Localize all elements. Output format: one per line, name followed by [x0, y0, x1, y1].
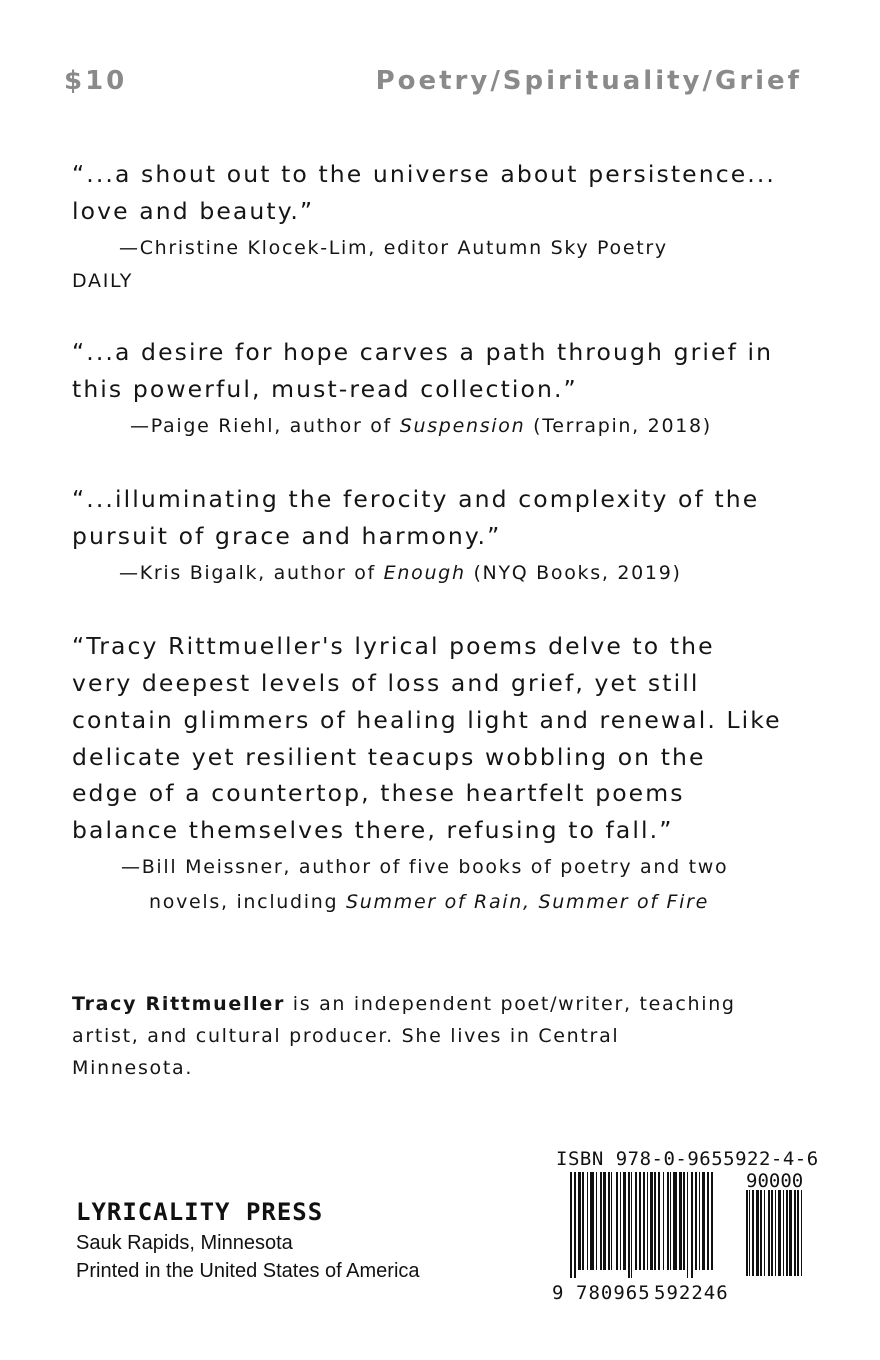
printed-in: Printed in the United States of America: [76, 1260, 420, 1282]
book-title: Summer of Rain, Summer of Fire: [346, 891, 710, 913]
blurb-4-quote-line-4: delicate yet resilient teacups wobbling on the: [72, 743, 706, 771]
publisher-location: Sauk Rapids, Minnesota: [76, 1232, 293, 1254]
blurb-2-attribution: —Paige Riehl, author of Suspension (Terrapin, 2018): [130, 415, 712, 437]
price-label: $10: [64, 66, 128, 96]
barcode-digit-lead: 9: [552, 1282, 564, 1304]
author-name: Tracy Rittmueller: [72, 993, 286, 1015]
blurb-4-attribution-line-2: novels, including Summer of Rain, Summer of Fire: [149, 891, 710, 913]
price-barcode: [746, 1190, 824, 1280]
book-title: Suspension: [399, 415, 526, 437]
blurb-4-quote-line-1: “Tracy Rittmueller's lyrical poems delve to the: [72, 632, 715, 660]
barcode-digits-right: 592246: [654, 1282, 729, 1304]
blurb-3-attribution: —Kris Bigalk, author of Enough (NYQ Books, 2019): [119, 562, 682, 584]
blurb-3-quote-line-2: pursuit of grace and harmony.”: [72, 522, 502, 550]
blurb-4-quote-line-3: contain glimmers of healing light and renewal. Like: [72, 706, 782, 734]
blurb-1-quote-line-2: love and beauty.”: [72, 197, 315, 225]
blurb-4-quote-line-2: very deepest levels of loss and grief, yet still: [72, 669, 700, 697]
blurb-4-attribution: —Bill Meissner, author of five books of poetry and two: [121, 856, 729, 878]
bio-line-3: Minnesota.: [72, 1057, 194, 1079]
blurb-2-quote-line-1: “...a desire for hope carves a path through grief in: [72, 338, 774, 366]
barcode-digits-left: 780965: [576, 1282, 651, 1304]
blurb-1-quote-line-1: “...a shout out to the universe about persistence...: [72, 160, 776, 188]
publisher-name: LYRICALITY PRESS: [76, 1198, 324, 1226]
barcode-block: [546, 1146, 832, 1304]
blurb-1-attribution: —Christine Klocek-Lim, editor Autumn Sky Poetry: [119, 237, 668, 259]
category-label: Poetry/Spirituality/Grief: [375, 66, 802, 96]
ean-barcode: [570, 1172, 740, 1280]
isbn-label: ISBN 978-0-9655922-4-6: [556, 1148, 819, 1170]
blurb-1-attribution-line-2: DAILY: [72, 270, 134, 292]
book-title: Enough: [383, 562, 466, 584]
blurb-4-quote-line-5: edge of a countertop, these heartfelt poems: [72, 779, 685, 807]
bio-line-2: artist, and cultural producer. She lives in Central: [72, 1025, 620, 1047]
blurb-2-quote-line-2: this powerful, must-read collection.”: [72, 375, 578, 403]
blurb-3-quote-line-1: “...illuminating the ferocity and complexity of the: [72, 485, 760, 513]
blurb-4-quote-line-6: balance themselves there, refusing to fall.”: [72, 816, 674, 844]
bio-line-1: Tracy Rittmueller is an independent poet/writer, teaching: [72, 993, 736, 1015]
price-code: 90000: [746, 1170, 804, 1192]
